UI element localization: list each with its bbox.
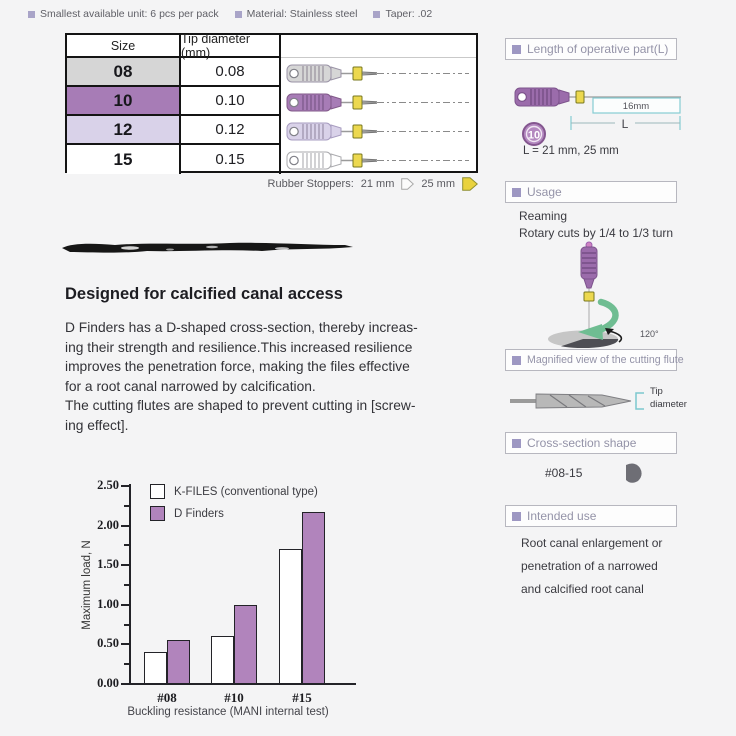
bullet-square-icon xyxy=(28,11,35,18)
body-paragraph xyxy=(65,318,485,436)
size-cell-12: 12 xyxy=(67,116,181,145)
paragraph-line: D Finders has a D-shaped cross-section, thereby increas- xyxy=(65,320,418,335)
size-cell-15: 15 xyxy=(67,145,181,174)
info-item-label: Material: Stainless steel xyxy=(246,8,358,20)
bullet-square-icon xyxy=(235,11,242,18)
table-header-image-column xyxy=(281,35,476,58)
chart-legend xyxy=(150,484,318,528)
section-title: Length of operative part(L) xyxy=(527,42,669,56)
tip-diameter-cell-08: 0.08 xyxy=(181,58,281,87)
legend-row xyxy=(150,484,318,499)
chart-bar xyxy=(144,652,167,684)
y-axis-tick xyxy=(121,683,130,685)
rotation-angle-label: 120° xyxy=(640,329,659,339)
section-square-icon xyxy=(512,188,521,197)
length-note: L = 21 mm, 25 mm xyxy=(523,145,619,157)
buckling-resistance-chart xyxy=(78,472,378,732)
section-header-operative-length xyxy=(505,38,677,60)
info-item-label: Taper: .02 xyxy=(385,8,433,20)
table-header-size: Size xyxy=(67,35,181,58)
size-cell-10: 10 xyxy=(67,87,181,116)
y-axis-tick xyxy=(121,604,130,606)
x-axis-tick-label: #10 xyxy=(224,690,244,705)
info-item-unit xyxy=(28,8,219,20)
paragraph-line: improves the penetration force, making the files effective xyxy=(65,359,410,375)
usage-line-2: Rotary cuts by 1/4 to 1/3 turn xyxy=(519,226,674,240)
y-axis-tick xyxy=(121,564,130,566)
file-photo-12 xyxy=(281,117,476,146)
section-header-usage xyxy=(505,181,677,203)
y-axis-tick xyxy=(124,544,130,546)
y-axis-tick xyxy=(121,525,130,527)
size-cell-08: 08 xyxy=(67,58,181,87)
section-square-icon xyxy=(512,45,521,54)
intended-use-line: Root canal enlargement or xyxy=(521,536,663,550)
file-illustration-icon xyxy=(281,146,474,175)
y-axis-tick xyxy=(121,643,130,645)
tip-diameter-label-1: Tip xyxy=(650,386,663,397)
file-illustration-icon xyxy=(281,117,474,146)
rubber-stoppers-label: Rubber Stoppers: xyxy=(267,178,354,190)
file-photo-08 xyxy=(281,59,476,88)
stopper-21-label: 21 mm xyxy=(360,178,395,190)
file-photo-10 xyxy=(281,88,476,117)
y-axis-tick-label: 0.00 xyxy=(97,676,119,690)
y-axis-tick xyxy=(121,485,130,487)
intended-use-line: and calcified root canal xyxy=(521,582,644,596)
paragraph-line: ing their strength and resilience.This increased resilience xyxy=(65,339,413,355)
info-item-label: Smallest available unit: 6 pcs per pack xyxy=(40,8,219,20)
brush-stroke-divider xyxy=(60,239,355,257)
tip-diameter-label-2: diameter xyxy=(650,399,687,410)
y-axis-tick xyxy=(124,663,130,665)
tip-diameter-cell-10: 0.10 xyxy=(181,87,281,116)
section-title: Magnified view of the cutting flute xyxy=(527,354,684,366)
usage-line-1: Reaming xyxy=(519,209,568,223)
info-item-taper xyxy=(373,8,432,20)
bullet-square-icon xyxy=(373,11,380,18)
section-title: Intended use xyxy=(527,509,597,523)
file-images-cell xyxy=(281,58,476,174)
file-illustration-icon xyxy=(281,59,474,88)
y-axis-tick-label: 2.00 xyxy=(97,517,119,532)
stopper-25-label: 25 mm xyxy=(421,178,455,190)
y-axis-tick xyxy=(124,584,130,586)
legend-swatch-icon xyxy=(150,484,165,499)
info-bar xyxy=(28,8,432,20)
x-axis-tick-label: #08 xyxy=(157,690,177,705)
chart-bar xyxy=(167,640,190,684)
tip-diameter-cell-15: 0.15 xyxy=(181,145,281,174)
section-heading: Designed for calcified canal access xyxy=(65,285,343,303)
x-axis-tick-label: #15 xyxy=(292,690,312,705)
chart-bar xyxy=(211,636,234,684)
chart-caption: Buckling resistance (MANI internal test) xyxy=(127,706,329,718)
legend-swatch-icon xyxy=(150,506,165,521)
chart-plot-area xyxy=(97,478,355,705)
operative-length-diagram xyxy=(509,78,691,148)
chart-bar xyxy=(234,605,257,684)
svg-text:10: 10 xyxy=(527,129,541,142)
paragraph-line: ing effect]. xyxy=(65,417,129,433)
section-header-flute xyxy=(505,349,684,371)
rubber-stoppers-line xyxy=(250,177,478,191)
cross-section-range: #08-15 xyxy=(545,466,583,480)
table-header-tip-diameter: Tip diameter (mm) xyxy=(181,35,281,58)
y-axis-label: Maximum load, N xyxy=(81,540,93,630)
svg-text:16mm: 16mm xyxy=(622,101,650,112)
y-axis-tick xyxy=(124,624,130,626)
info-item-material xyxy=(235,8,358,20)
d-shape-cross-section-icon xyxy=(619,461,645,487)
y-axis-tick-label: 1.50 xyxy=(97,557,119,572)
intended-use-line: penetration of a narrowed xyxy=(521,559,658,573)
file-illustration-icon xyxy=(281,88,474,117)
legend-label: K-FILES (conventional type) xyxy=(174,485,318,498)
y-axis-tick-label: 1.00 xyxy=(97,596,119,611)
file-photo-15 xyxy=(281,146,476,175)
paragraph-line: The cutting flutes are shaped to prevent cutting in [screw- xyxy=(65,398,416,414)
section-square-icon xyxy=(512,356,521,365)
stopper-21-icon xyxy=(401,178,414,190)
sidebar xyxy=(505,0,705,736)
svg-text:L: L xyxy=(621,117,629,131)
y-axis-tick xyxy=(124,505,130,507)
chart-bar xyxy=(279,549,302,684)
chart-bar xyxy=(302,512,325,684)
size-spec-table xyxy=(65,33,478,173)
section-header-intended-use xyxy=(505,505,677,527)
section-title: Cross-section shape xyxy=(527,436,637,450)
section-title: Usage xyxy=(527,185,562,199)
legend-row xyxy=(150,506,318,521)
tip-diameter-cell-12: 0.12 xyxy=(181,116,281,145)
paragraph-line: for a root canal narrowed by calcification. xyxy=(65,378,316,394)
section-header-cross-section xyxy=(505,432,677,454)
section-square-icon xyxy=(512,439,521,448)
section-square-icon xyxy=(512,512,521,521)
y-axis-tick-label: 2.50 xyxy=(97,478,119,492)
y-axis-tick-label: 0.50 xyxy=(97,636,119,651)
legend-label: D Finders xyxy=(174,507,224,520)
stopper-25-icon xyxy=(462,177,478,191)
usage-rotation-diagram xyxy=(505,240,695,348)
